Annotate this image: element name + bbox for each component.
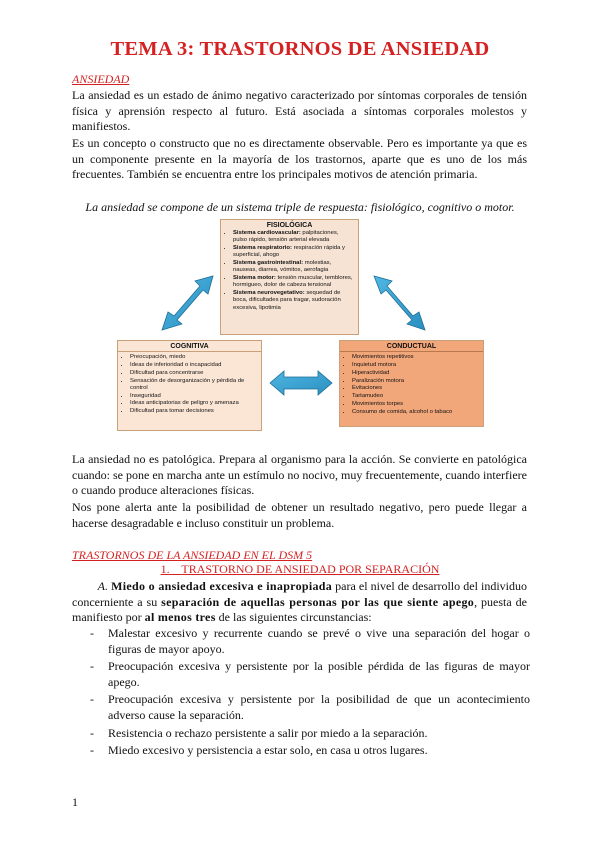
box-conductual	[339, 340, 484, 427]
list-item: • Preocupación, miedo	[130, 354, 257, 361]
list-item: - Miedo excesivo y persistencia a estar solo, en casa u otros lugares.	[90, 743, 428, 758]
list-item: - Preocupación excesiva y persistente por la posibilidad de que un acontecimiento adverso cause la separación.	[90, 692, 530, 722]
list-item: • Sistema neurovegetativo: sequedad de boca, dificultades para tragar, sudoración excesiva, lipotimia	[233, 290, 354, 312]
list-item: • Sistema gastrointestinal: molestias, nauseas, diarrea, vómitos, aerofagia	[233, 260, 354, 274]
list-item: • Sistema respiratorio: respiración rápida y superficial, ahogo	[233, 245, 354, 259]
list-item: • Dificultad para concentrarse	[130, 370, 257, 377]
ansiedad-heading: ANSIEDAD	[72, 72, 130, 86]
mid-paragraph-2: Nos pone alerta ante la posibilidad de obtener un resultado negativo, pero puede llegar a hacerse desagradable e incluso constituir un problema.	[72, 500, 527, 530]
list-item: • Tartamudeo	[352, 393, 479, 400]
intro-paragraph-2: Es un concepto o constructo que no es directamente observable. Pero es importante ya que es un componente presente en la mayoría de los trastornos, aparte que es uno de los más frecuentes. También se encuentra entre los principales motivos de atención primaria.	[72, 136, 527, 182]
page-number: 1	[72, 795, 78, 809]
criterion-a: A. Miedo o ansiedad excesiva e inapropiada para el nivel de desarrollo del individuo concerniente a su separación de aquellas personas por las que siente apego, puesta de manifiesto por al menos tres de las siguientes circunstancias:	[72, 579, 527, 625]
list-item: - Malestar excesivo y recurrente cuando se prevé o vive una separación del hogar o figuras de mayor apoyo.	[90, 626, 530, 656]
criteria-list	[72, 626, 530, 761]
page-title: TEMA 3: TRASTORNOS DE ANSIEDAD	[110, 38, 490, 60]
section-heading	[0, 562, 600, 577]
list-item: - Resistencia o rechazo persistente a salir por miedo a la separación.	[90, 725, 428, 740]
list-item: • Inseguridad	[130, 393, 257, 400]
box-cognitiva	[117, 340, 262, 431]
list-item: • Evitaciones	[352, 385, 479, 392]
list-item: • Movimientos repetitivos	[352, 354, 479, 361]
criterion-letter: A.	[97, 579, 108, 593]
list-item: • Paralización motora	[352, 378, 479, 385]
double-arrow-left	[162, 276, 213, 330]
list-item: • Sistema motor: tensión muscular, temblores, hormigueo, dolor de cabeza tensional	[233, 275, 354, 289]
list-item: • Movimientos torpes	[352, 401, 479, 408]
conductual-list	[340, 354, 483, 416]
section-number: 1.	[160, 562, 170, 576]
list-item: • Sensación de desorganización y pérdida de control	[130, 378, 257, 392]
cognitiva-list	[118, 354, 261, 415]
list-item: • Hiperactividad	[352, 370, 479, 377]
double-arrow-right	[374, 276, 425, 330]
fisiologica-list	[221, 230, 358, 312]
list-item: • Consumo de comida, alcohol o tabaco	[352, 409, 479, 416]
box-fisiologica-title: FISIOLÓGICA	[266, 222, 313, 229]
box-cognitiva-title: COGNITIVA	[118, 341, 261, 352]
list-item: • Ideas de inferioridad o incapacidad	[130, 362, 257, 369]
list-item: • Ideas anticipatorias de peligro y amenaza	[130, 400, 257, 407]
double-arrow-horizontal	[270, 371, 332, 395]
box-conductual-title: CONDUCTUAL	[340, 341, 483, 352]
box-fisiologica	[220, 219, 359, 335]
diagram-caption: La ansiedad se compone de un sistema triple de respuesta: fisiológico, cognitivo o motor.	[85, 200, 515, 214]
intro-paragraph-1: La ansiedad es un estado de ánimo negativo caracterizado por síntomas corporales de tensión física y aprensión respecto al futuro. Está asociada a síntomas corporales molestos y manifiestos.	[72, 88, 527, 134]
section-title: TRASTORNO DE ANSIEDAD POR SEPARACIÓN	[181, 562, 440, 576]
list-item: • Sistema cardiovascular: palpitaciones, pulso rápido, tensión arterial elevada	[233, 230, 354, 244]
list-item: • Dificultad para tomar decisiones	[130, 408, 257, 415]
mid-paragraph-1: La ansiedad no es patológica. Prepara al organismo para la acción. Se convierte en patológica cuando: se pone en marcha ante un estímulo no nocivo, muy frecuentemente, cuando interfiere o cuando produce alteraciones físicas.	[72, 452, 527, 498]
list-item: - Preocupación excesiva y persistente por la posible pérdida de las figuras de mayor apego.	[90, 659, 530, 689]
dsm-heading: TRASTORNOS DE LA ANSIEDAD EN EL DSM 5	[72, 548, 313, 562]
list-item: • Inquietud motora	[352, 362, 479, 369]
